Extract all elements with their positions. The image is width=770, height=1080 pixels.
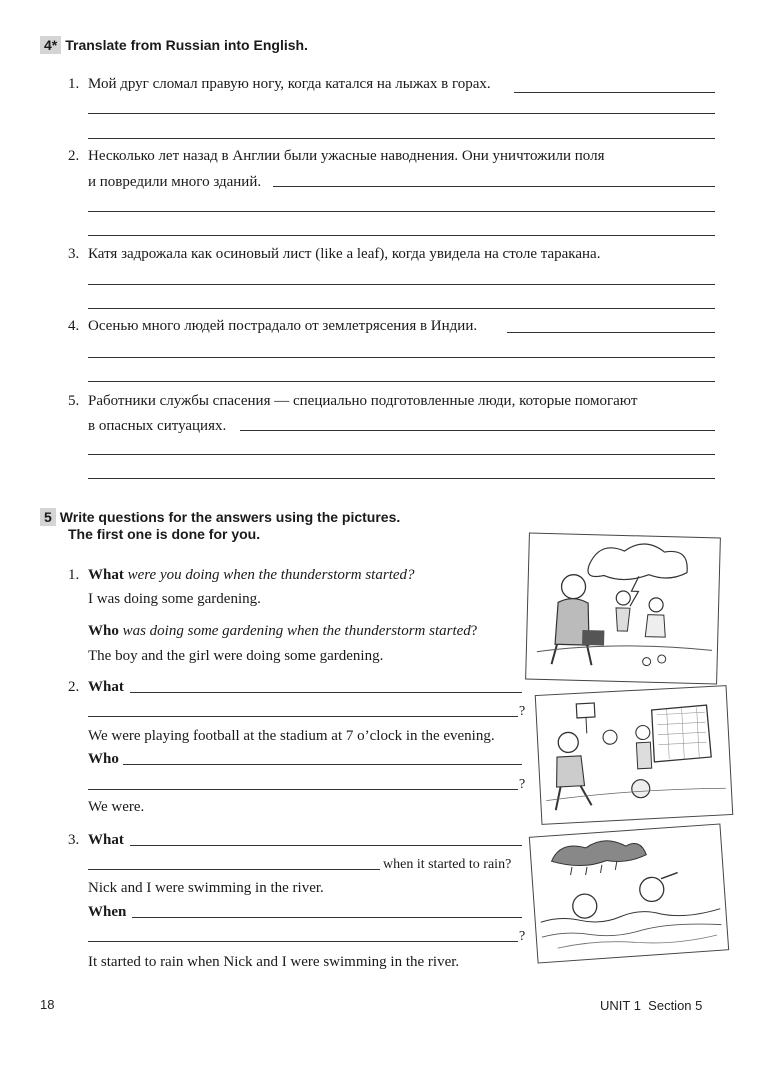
exercise-4-title: Translate from Russian into English. — [65, 37, 308, 53]
ex4-item-2-text-line-2: и повредили много зданий. — [88, 174, 262, 190]
ex5-item-2-q2-line-2[interactable] — [88, 789, 518, 790]
ex4-item-2-answer-line-2[interactable] — [88, 211, 715, 212]
ex4-item-2-text-line-1: Несколько лет назад в Англии были ужасные наводнения. Они уничтожили поля — [88, 148, 605, 164]
exercise-4-number: 4* — [40, 36, 61, 54]
football-illustration — [536, 686, 732, 824]
ex4-item-5-answer-line-3[interactable] — [88, 478, 715, 479]
ex5-item-1-number: 1. — [68, 567, 80, 583]
ex5-item-3-q2-mark: ? — [519, 929, 526, 944]
river-swimming-picture — [529, 823, 729, 963]
exercise-4-heading — [40, 36, 308, 55]
ex5-item-1-answer-2: The boy and the girl were doing some gardening. — [88, 648, 384, 664]
ex5-item-2-q1-line-2[interactable] — [88, 716, 518, 717]
ex4-item-1-text: Мой друг сломал правую ногу, когда катался на лыжах в горах. — [88, 76, 491, 92]
ex5-item-2-answer-1: We were playing football at the stadium at 7 o’clock in the evening. — [88, 728, 495, 744]
ex4-item-5-answer-line-1[interactable] — [240, 430, 715, 431]
ex5-item-3-q1-tail: when it started to rain? — [383, 857, 512, 872]
ex5-item-3-q2-word: When — [88, 904, 127, 920]
exercise-5-number: 5 — [40, 508, 56, 526]
ex5-item-2-q2-word: Who — [88, 751, 119, 767]
ex4-item-2-number: 2. — [68, 148, 80, 164]
ex5-item-3-number: 3. — [68, 832, 80, 848]
unit-label: UNIT 1 — [600, 998, 641, 1013]
ex5-item-3-q2-line-2[interactable] — [88, 941, 518, 942]
ex4-item-5-answer-line-2[interactable] — [88, 454, 715, 455]
ex4-item-1-answer-line-2[interactable] — [88, 113, 715, 114]
ex5-item-1-q2-word: Who — [88, 623, 119, 639]
ex5-item-3-q1-word: What — [88, 832, 124, 848]
ex4-item-5-text-line-1: Работники службы спасения — специально подготовленные люди, которые помогают — [88, 393, 638, 409]
ex5-item-2-q1-word: What — [88, 679, 124, 695]
thunderstorm-gardening-picture — [525, 533, 721, 685]
exercise-5-title-line-1: Write questions for the answers using the pictures. — [59, 509, 401, 525]
ex4-item-3-answer-line-2[interactable] — [88, 308, 715, 309]
ex5-item-2-q1-mark: ? — [519, 704, 526, 719]
ex4-item-1-answer-line-1[interactable] — [514, 92, 715, 93]
ex4-item-5-text-line-2: в опасных ситуациях. — [88, 418, 227, 434]
ex5-item-3-answer-1: Nick and I were swimming in the river. — [88, 880, 324, 896]
football-stadium-picture — [535, 685, 734, 825]
swimming-illustration — [530, 825, 728, 963]
ex4-item-4-number: 4. — [68, 318, 80, 334]
ex5-item-1-answer-1: I was doing some gardening. — [88, 591, 261, 607]
ex5-item-3-q2-line-1[interactable] — [132, 917, 522, 918]
ex4-item-2-answer-line-1[interactable] — [273, 186, 715, 187]
ex5-item-1-question-1 — [88, 567, 415, 584]
ex4-item-3-answer-line-1[interactable] — [88, 284, 715, 285]
page-number: 18 — [40, 997, 55, 1012]
ex5-item-3-q1-line-2[interactable] — [88, 869, 380, 870]
ex5-item-3-answer-2: It started to rain when Nick and I were swimming in the river. — [88, 954, 460, 970]
ex5-item-1-q1-rest: were you doing when the thunderstorm started? — [127, 567, 415, 583]
exercise-5-title-line-2: The first one is done for you. — [68, 526, 261, 542]
gardening-illustration — [526, 534, 720, 684]
ex4-item-3-number: 3. — [68, 246, 80, 262]
ex5-item-1-q2-mark: ? — [470, 623, 478, 639]
ex5-item-2-q2-line-1[interactable] — [123, 764, 522, 765]
ex4-item-3-text: Катя задрожала как осиновый лист (like a leaf), когда увидела на столе таракана. — [88, 246, 601, 262]
ex5-item-2-answer-2: We were. — [88, 799, 145, 815]
ex4-item-4-text: Осенью много людей пострадало от землетрясения в Индии. — [88, 318, 478, 334]
ex4-item-4-answer-line-1[interactable] — [507, 332, 715, 333]
ex5-item-1-q2-rest: was doing some gardening when the thunderstorm started — [122, 623, 471, 639]
ex5-item-3-q1-line-1[interactable] — [130, 845, 522, 846]
ex4-item-4-answer-line-2[interactable] — [88, 357, 715, 358]
ex5-item-1-question-2 — [88, 623, 477, 640]
ex4-item-1-answer-line-3[interactable] — [88, 138, 715, 139]
section-label: Section 5 — [648, 998, 703, 1013]
ex5-item-2-q2-mark: ? — [519, 777, 526, 792]
ex4-item-4-answer-line-3[interactable] — [88, 381, 715, 382]
unit-section-label — [600, 998, 702, 1013]
ex5-item-2-q1-line-1[interactable] — [130, 692, 522, 693]
ex4-item-2-answer-line-3[interactable] — [88, 235, 715, 236]
exercise-5-heading — [40, 508, 400, 527]
ex4-item-1-number: 1. — [68, 76, 80, 92]
ex5-item-1-q1-word: What — [88, 567, 124, 583]
ex5-item-2-number: 2. — [68, 679, 80, 695]
ex4-item-5-number: 5. — [68, 393, 80, 409]
